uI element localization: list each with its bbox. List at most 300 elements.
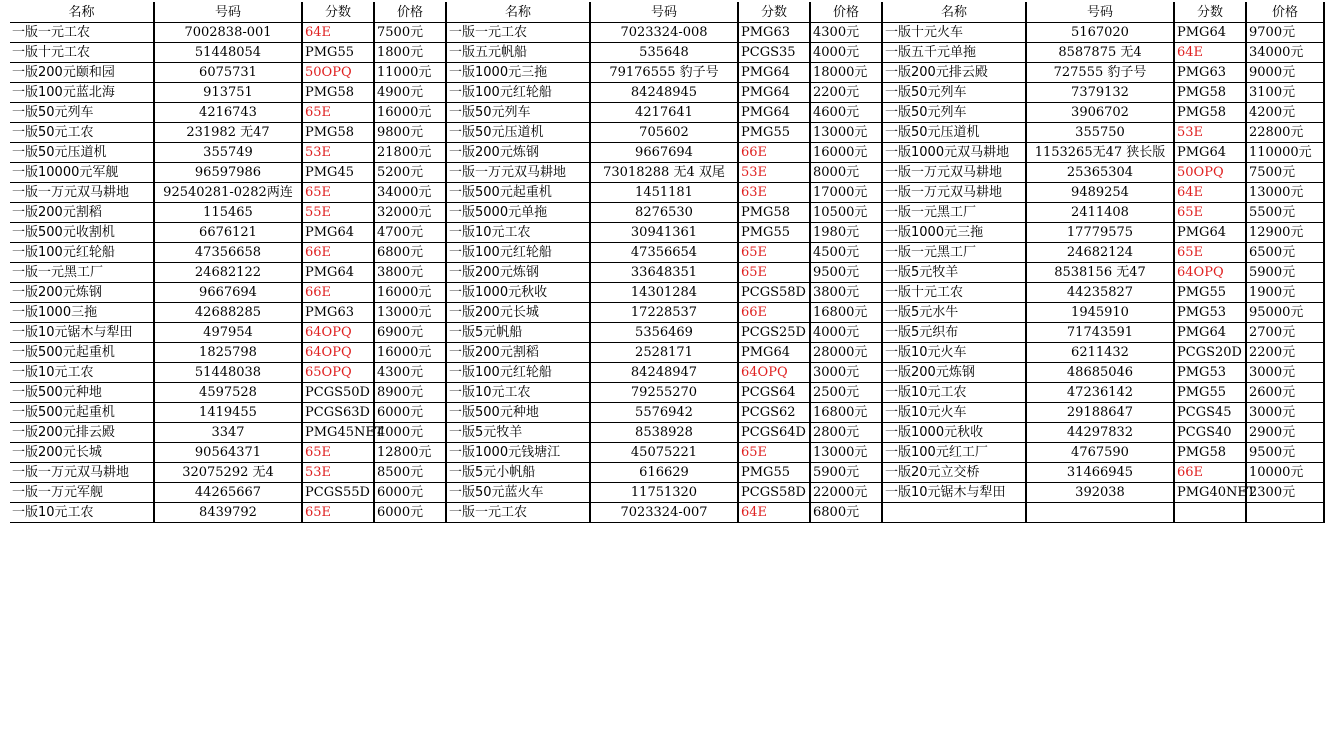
cell-name: 一版5元织布 [882, 323, 1026, 343]
header-price: 价格 [810, 2, 882, 23]
cell-grade: PMG55 [1174, 383, 1246, 403]
cell-code: 5356469 [590, 323, 738, 343]
cell-price: 22800元 [1246, 123, 1324, 143]
cell-price: 2800元 [810, 423, 882, 443]
cell-price: 1800元 [374, 43, 446, 63]
cell-name: 一版50元蓝火车 [446, 483, 590, 503]
table-row [10, 103, 1324, 123]
cell-grade: PMG64 [1174, 223, 1246, 243]
cell-code: 31466945 [1026, 463, 1174, 483]
cell-code: 497954 [154, 323, 302, 343]
cell-code: 5167020 [1026, 23, 1174, 43]
cell-grade: PMG64 [302, 263, 374, 283]
cell-name: 一版一万元军舰 [10, 483, 154, 503]
cell-name: 一版50元列车 [882, 83, 1026, 103]
cell-price: 7500元 [1246, 163, 1324, 183]
cell-price: 2600元 [1246, 383, 1324, 403]
cell-name: 一版200元长城 [10, 443, 154, 463]
cell-name: 一版一元黑工厂 [10, 263, 154, 283]
cell-grade: PMG55 [738, 123, 810, 143]
cell-grade: PCGS62 [738, 403, 810, 423]
cell-grade: PMG64 [738, 83, 810, 103]
table-row [10, 343, 1324, 363]
cell-name: 一版5元水牛 [882, 303, 1026, 323]
cell-grade: PMG58 [1174, 443, 1246, 463]
cell-name: 一版一元工农 [446, 23, 590, 43]
header-code: 号码 [590, 2, 738, 23]
cell-price: 4600元 [810, 103, 882, 123]
cell-grade: 64E [738, 503, 810, 523]
cell-grade: PMG58 [1174, 83, 1246, 103]
cell-name: 一版1000元秋收 [882, 423, 1026, 443]
cell-grade: PMG58 [738, 203, 810, 223]
cell-grade: PMG64 [738, 63, 810, 83]
cell-price: 7500元 [374, 23, 446, 43]
cell-price: 6000元 [374, 403, 446, 423]
cell-price: 16000元 [374, 103, 446, 123]
header-grade: 分数 [1174, 2, 1246, 23]
cell-code: 6676121 [154, 223, 302, 243]
table-row [10, 363, 1324, 383]
cell-code: 90564371 [154, 443, 302, 463]
cell-name: 一版1000元钱塘江 [446, 443, 590, 463]
cell-name [882, 503, 1026, 523]
cell-code: 705602 [590, 123, 738, 143]
header-row [10, 2, 1324, 23]
cell-price: 13000元 [810, 123, 882, 143]
cell-grade: PMG64 [738, 343, 810, 363]
cell-code: 14301284 [590, 283, 738, 303]
cell-price: 4500元 [810, 243, 882, 263]
cell-grade: PMG55 [738, 463, 810, 483]
cell-code: 96597986 [154, 163, 302, 183]
cell-grade: PCGS20D [1174, 343, 1246, 363]
cell-price: 2900元 [1246, 423, 1324, 443]
cell-name: 一版1000元三拖 [446, 63, 590, 83]
cell-price: 16800元 [810, 403, 882, 423]
cell-price: 2200元 [810, 83, 882, 103]
cell-price: 5500元 [1246, 203, 1324, 223]
cell-grade: 65E [302, 503, 374, 523]
cell-price: 16800元 [810, 303, 882, 323]
cell-price: 9500元 [810, 263, 882, 283]
cell-price: 6000元 [374, 483, 446, 503]
cell-name: 一版500元起重机 [446, 183, 590, 203]
cell-name: 一版1000元三拖 [882, 223, 1026, 243]
cell-name: 一版500元起重机 [10, 403, 154, 423]
cell-price: 1980元 [810, 223, 882, 243]
cell-grade: 55E [302, 203, 374, 223]
table-row [10, 483, 1324, 503]
header-grade: 分数 [302, 2, 374, 23]
cell-name: 一版50元压道机 [446, 123, 590, 143]
cell-code: 231982 无47 [154, 123, 302, 143]
cell-code: 25365304 [1026, 163, 1174, 183]
cell-code: 1419455 [154, 403, 302, 423]
cell-grade: 66E [738, 303, 810, 323]
cell-code: 47356658 [154, 243, 302, 263]
cell-code: 71743591 [1026, 323, 1174, 343]
cell-name: 一版5000元单拖 [446, 203, 590, 223]
cell-price: 10000元 [1246, 463, 1324, 483]
cell-grade: PMG63 [738, 23, 810, 43]
table-row [10, 403, 1324, 423]
cell-name: 一版一元工农 [10, 23, 154, 43]
table-row [10, 43, 1324, 63]
cell-name: 一版10元工农 [882, 383, 1026, 403]
cell-code: 24682122 [154, 263, 302, 283]
cell-code: 44235827 [1026, 283, 1174, 303]
cell-name: 一版10元火车 [882, 343, 1026, 363]
cell-grade: PCGS25D [738, 323, 810, 343]
cell-code: 4217641 [590, 103, 738, 123]
cell-code: 1825798 [154, 343, 302, 363]
cell-code: 6075731 [154, 63, 302, 83]
cell-name: 一版50元工农 [10, 123, 154, 143]
cell-grade: 66E [302, 283, 374, 303]
cell-code: 92540281-0282两连 [154, 183, 302, 203]
cell-grade: 65OPQ [302, 363, 374, 383]
cell-name: 一版10元工农 [10, 503, 154, 523]
cell-grade: 50OPQ [1174, 163, 1246, 183]
cell-price: 6800元 [810, 503, 882, 523]
cell-code: 51448054 [154, 43, 302, 63]
cell-name: 一版一万元双马耕地 [882, 183, 1026, 203]
cell-name: 一版10元锯木与犁田 [10, 323, 154, 343]
header-code: 号码 [1026, 2, 1174, 23]
cell-name: 一版200元炼钢 [10, 283, 154, 303]
cell-price: 5900元 [1246, 263, 1324, 283]
header-name: 名称 [446, 2, 590, 23]
cell-code: 51448038 [154, 363, 302, 383]
cell-code: 1945910 [1026, 303, 1174, 323]
cell-code: 7379132 [1026, 83, 1174, 103]
cell-price: 110000元 [1246, 143, 1324, 163]
cell-name: 一版五千元单拖 [882, 43, 1026, 63]
cell-grade: 53E [302, 463, 374, 483]
cell-price: 6900元 [374, 323, 446, 343]
cell-price: 2300元 [1246, 483, 1324, 503]
cell-grade: 64E [302, 23, 374, 43]
cell-price: 4700元 [374, 223, 446, 243]
table-row [10, 163, 1324, 183]
table-row [10, 23, 1324, 43]
cell-code: 42688285 [154, 303, 302, 323]
cell-price: 13000元 [374, 303, 446, 323]
cell-code: 9489254 [1026, 183, 1174, 203]
cell-code: 17779575 [1026, 223, 1174, 243]
cell-grade: 64OPQ [302, 323, 374, 343]
cell-name: 一版200元割稻 [10, 203, 154, 223]
cell-name: 一版50元列车 [882, 103, 1026, 123]
cell-code: 7023324-008 [590, 23, 738, 43]
cell-name: 一版100元红轮船 [446, 83, 590, 103]
cell-price: 6800元 [374, 243, 446, 263]
cell-grade: 64OPQ [302, 343, 374, 363]
cell-price [1246, 503, 1324, 523]
cell-price: 5900元 [810, 463, 882, 483]
cell-grade [1174, 503, 1246, 523]
cell-code: 29188647 [1026, 403, 1174, 423]
cell-grade: PCGS45 [1174, 403, 1246, 423]
cell-name: 一版5元牧羊 [882, 263, 1026, 283]
cell-code: 535648 [590, 43, 738, 63]
cell-grade: 65E [738, 263, 810, 283]
cell-code: 45075221 [590, 443, 738, 463]
cell-grade: 63E [738, 183, 810, 203]
cell-name: 一版200元长城 [446, 303, 590, 323]
cell-name: 一版一万元双马耕地 [10, 183, 154, 203]
cell-name: 一版500元收割机 [10, 223, 154, 243]
cell-grade: 65E [302, 103, 374, 123]
cell-code: 3347 [154, 423, 302, 443]
cell-price: 18000元 [810, 63, 882, 83]
cell-name: 一版10元工农 [10, 363, 154, 383]
table-row [10, 263, 1324, 283]
header-name: 名称 [10, 2, 154, 23]
price-list-table [10, 2, 1325, 523]
cell-grade: PMG55 [302, 43, 374, 63]
cell-name: 一版5元小帆船 [446, 463, 590, 483]
cell-code: 79255270 [590, 383, 738, 403]
cell-code: 7002838-001 [154, 23, 302, 43]
cell-code: 8276530 [590, 203, 738, 223]
cell-price: 17000元 [810, 183, 882, 203]
cell-price: 4000元 [810, 323, 882, 343]
cell-grade: 64OPQ [738, 363, 810, 383]
cell-price: 4200元 [1246, 103, 1324, 123]
cell-code: 47356654 [590, 243, 738, 263]
cell-price: 8000元 [810, 163, 882, 183]
cell-name: 一版200元颐和园 [10, 63, 154, 83]
cell-grade: PCGS64D [738, 423, 810, 443]
table-row [10, 223, 1324, 243]
cell-name: 一版五元帆船 [446, 43, 590, 63]
cell-price: 3000元 [1246, 363, 1324, 383]
cell-code: 9667694 [154, 283, 302, 303]
table-row [10, 283, 1324, 303]
cell-grade: PMG55 [1174, 283, 1246, 303]
cell-grade: PCGS55D [302, 483, 374, 503]
cell-code: 6211432 [1026, 343, 1174, 363]
cell-name: 一版一万元双马耕地 [446, 163, 590, 183]
cell-price: 22000元 [810, 483, 882, 503]
cell-name: 一版500元起重机 [10, 343, 154, 363]
cell-price: 9000元 [1246, 63, 1324, 83]
cell-grade: 65E [1174, 203, 1246, 223]
table-row [10, 123, 1324, 143]
cell-code: 79176555 豹子号 [590, 63, 738, 83]
cell-grade: PMG40NET [1174, 483, 1246, 503]
cell-price: 6500元 [1246, 243, 1324, 263]
cell-code: 84248945 [590, 83, 738, 103]
cell-price: 13000元 [810, 443, 882, 463]
cell-code: 84248947 [590, 363, 738, 383]
cell-price: 9800元 [374, 123, 446, 143]
cell-code: 17228537 [590, 303, 738, 323]
cell-name: 一版十元工农 [882, 283, 1026, 303]
cell-grade: 65E [738, 243, 810, 263]
table-row [10, 383, 1324, 403]
cell-price: 9500元 [1246, 443, 1324, 463]
cell-code: 1451181 [590, 183, 738, 203]
header-price: 价格 [374, 2, 446, 23]
table-row [10, 143, 1324, 163]
cell-name: 一版十元火车 [882, 23, 1026, 43]
cell-grade: 53E [738, 163, 810, 183]
cell-code: 33648351 [590, 263, 738, 283]
cell-code [1026, 503, 1174, 523]
cell-name: 一版一万元双马耕地 [882, 163, 1026, 183]
cell-name: 一版50元列车 [446, 103, 590, 123]
cell-grade: PMG45 [302, 163, 374, 183]
header-name: 名称 [882, 2, 1026, 23]
cell-price: 21800元 [374, 143, 446, 163]
cell-price: 16000元 [810, 143, 882, 163]
cell-name: 一版1000元秋收 [446, 283, 590, 303]
cell-grade: 65E [302, 183, 374, 203]
cell-name: 一版10元火车 [882, 403, 1026, 423]
cell-price: 4000元 [810, 43, 882, 63]
cell-price: 11000元 [374, 63, 446, 83]
cell-name: 一版10元锯木与犁田 [882, 483, 1026, 503]
cell-grade: PCGS58D [738, 483, 810, 503]
cell-name: 一版一元黑工厂 [882, 203, 1026, 223]
cell-name: 一版5元帆船 [446, 323, 590, 343]
cell-name: 一版50元压道机 [882, 123, 1026, 143]
cell-code: 355749 [154, 143, 302, 163]
cell-price: 9700元 [1246, 23, 1324, 43]
table-row [10, 303, 1324, 323]
cell-code: 4597528 [154, 383, 302, 403]
cell-code: 2411408 [1026, 203, 1174, 223]
cell-price: 8500元 [374, 463, 446, 483]
cell-code: 30941361 [590, 223, 738, 243]
table-body [10, 23, 1324, 523]
cell-price: 95000元 [1246, 303, 1324, 323]
cell-code: 392038 [1026, 483, 1174, 503]
cell-grade: PMG63 [1174, 63, 1246, 83]
cell-price: 32000元 [374, 203, 446, 223]
cell-name: 一版100元蓝北海 [10, 83, 154, 103]
cell-code: 4216743 [154, 103, 302, 123]
cell-code: 913751 [154, 83, 302, 103]
cell-price: 3800元 [810, 283, 882, 303]
cell-grade: PCGS63D [302, 403, 374, 423]
cell-code: 47236142 [1026, 383, 1174, 403]
cell-name: 一版1000元双马耕地 [882, 143, 1026, 163]
cell-grade: PMG53 [1174, 303, 1246, 323]
cell-price: 4300元 [374, 363, 446, 383]
cell-name: 一版500元种地 [10, 383, 154, 403]
cell-price: 10500元 [810, 203, 882, 223]
cell-price: 4300元 [810, 23, 882, 43]
cell-price: 2500元 [810, 383, 882, 403]
cell-grade: 53E [1174, 123, 1246, 143]
cell-grade: PCGS40 [1174, 423, 1246, 443]
cell-price: 3100元 [1246, 83, 1324, 103]
cell-code: 11751320 [590, 483, 738, 503]
cell-grade: PCGS35 [738, 43, 810, 63]
cell-name: 一版20元立交桥 [882, 463, 1026, 483]
cell-name: 一版10元工农 [446, 383, 590, 403]
table-row [10, 83, 1324, 103]
cell-name: 一版5元牧羊 [446, 423, 590, 443]
cell-price: 16000元 [374, 343, 446, 363]
table-row [10, 423, 1324, 443]
cell-code: 2528171 [590, 343, 738, 363]
cell-price: 5200元 [374, 163, 446, 183]
cell-price: 2700元 [1246, 323, 1324, 343]
cell-grade: PCGS64 [738, 383, 810, 403]
cell-code: 7023324-007 [590, 503, 738, 523]
cell-name: 一版一元黑工厂 [882, 243, 1026, 263]
cell-name: 一版一元工农 [446, 503, 590, 523]
cell-price: 4900元 [374, 83, 446, 103]
cell-price: 16000元 [374, 283, 446, 303]
cell-name: 一版200元割稻 [446, 343, 590, 363]
cell-grade: PMG64 [1174, 143, 1246, 163]
cell-price: 12900元 [1246, 223, 1324, 243]
cell-grade: 53E [302, 143, 374, 163]
cell-grade: PMG55 [738, 223, 810, 243]
cell-name: 一版200元炼钢 [446, 263, 590, 283]
header-code: 号码 [154, 2, 302, 23]
cell-name: 一版10000元军舰 [10, 163, 154, 183]
cell-code: 73018288 无4 双尾 [590, 163, 738, 183]
cell-price: 28000元 [810, 343, 882, 363]
cell-grade: 66E [1174, 463, 1246, 483]
cell-name: 一版1000三拖 [10, 303, 154, 323]
cell-price: 1900元 [1246, 283, 1324, 303]
cell-price: 2200元 [1246, 343, 1324, 363]
cell-grade: 66E [302, 243, 374, 263]
cell-grade: 66E [738, 143, 810, 163]
table-row [10, 203, 1324, 223]
cell-price: 3000元 [810, 363, 882, 383]
cell-grade: PMG58 [1174, 103, 1246, 123]
cell-grade: 65E [1174, 243, 1246, 263]
cell-code: 5576942 [590, 403, 738, 423]
header-price: 价格 [1246, 2, 1324, 23]
cell-grade: PMG63 [302, 303, 374, 323]
cell-name: 一版200元排云殿 [882, 63, 1026, 83]
cell-code: 8587875 无4 [1026, 43, 1174, 63]
table-row [10, 183, 1324, 203]
cell-grade: PMG64 [1174, 323, 1246, 343]
cell-name: 一版200元排云殿 [10, 423, 154, 443]
cell-grade: 65E [302, 443, 374, 463]
table-row [10, 443, 1324, 463]
cell-grade: PMG53 [1174, 363, 1246, 383]
cell-grade: PMG58 [302, 123, 374, 143]
cell-code: 616629 [590, 463, 738, 483]
cell-code: 48685046 [1026, 363, 1174, 383]
table-row [10, 243, 1324, 263]
table-row [10, 63, 1324, 83]
table-row [10, 323, 1324, 343]
cell-price: 3000元 [1246, 403, 1324, 423]
cell-name: 一版十元工农 [10, 43, 154, 63]
cell-grade: PMG64 [738, 103, 810, 123]
cell-name: 一版100元红轮船 [446, 363, 590, 383]
cell-code: 24682124 [1026, 243, 1174, 263]
cell-grade: PMG45NET [302, 423, 374, 443]
cell-name: 一版50元列车 [10, 103, 154, 123]
cell-price: 34000元 [1246, 43, 1324, 63]
header-grade: 分数 [738, 2, 810, 23]
cell-price: 8900元 [374, 383, 446, 403]
